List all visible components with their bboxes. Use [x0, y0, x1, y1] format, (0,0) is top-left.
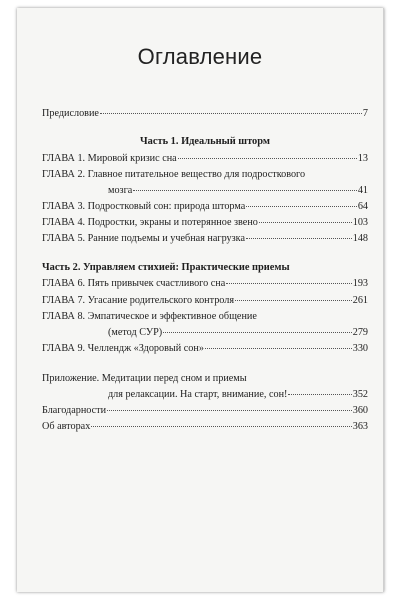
- toc-entry-label: ГЛАВА 7. Угасание родительского контроля: [42, 295, 235, 306]
- dot-leader: [100, 113, 362, 114]
- dot-leader: [246, 206, 357, 207]
- toc-entry-appendix-line-1: Приложение. Медитации перед сном и приемы: [42, 373, 247, 384]
- toc-entry-label: ГЛАВА 3. Подростковый сон: природа шторма: [42, 201, 246, 212]
- toc-entry-page: 352: [352, 389, 368, 400]
- dot-leader: [259, 222, 352, 223]
- toc-entry-preface: [42, 107, 368, 120]
- toc-entry-acknowledgements: [42, 404, 368, 417]
- dot-leader: [235, 300, 352, 301]
- part-2-heading: Часть 2. Управляем стихией: Практические приемы: [42, 262, 290, 273]
- toc-entry-page: 7: [362, 108, 368, 119]
- toc-entry-label: для релаксации. На старт, внимание, сон!: [108, 389, 288, 400]
- dot-leader: [133, 190, 357, 191]
- dot-leader: [205, 348, 352, 349]
- toc-entry-page: 279: [352, 327, 368, 338]
- dot-leader: [91, 426, 351, 427]
- part-1-heading: Часть 1. Идеальный шторм: [140, 136, 270, 147]
- dot-leader: [178, 158, 357, 159]
- toc-entry-page: 148: [352, 233, 368, 244]
- toc-entry-chapter-8-line-1: ГЛАВА 8. Эмпатическое и эффективное общение: [42, 311, 257, 322]
- toc-entry-page: 13: [357, 153, 368, 164]
- toc-entry-label: (метод СУР): [108, 327, 163, 338]
- toc-entry-page: 363: [352, 421, 368, 432]
- toc-entry-label: ГЛАВА 1. Мировой кризис сна: [42, 153, 177, 164]
- toc-entry-page: 193: [352, 278, 368, 289]
- toc-entry-label: ГЛАВА 4. Подростки, экраны и потерянное звено: [42, 217, 258, 228]
- toc-entry-label: мозга: [108, 185, 133, 196]
- toc-entry-page: 64: [357, 201, 368, 212]
- dot-leader: [163, 332, 352, 333]
- dot-leader: [288, 394, 351, 395]
- book-page: [17, 8, 384, 592]
- toc-entry-label: Благодарности: [42, 405, 107, 416]
- toc-entry-label: Об авторах: [42, 421, 91, 432]
- toc-entry-chapter-2: [42, 184, 368, 197]
- dot-leader: [226, 283, 351, 284]
- toc-entry-chapter-4: [42, 216, 368, 229]
- dot-leader: [107, 410, 352, 411]
- toc-entry-page: 330: [352, 343, 368, 354]
- toc-entry-page: 103: [352, 217, 368, 228]
- toc-entry-label: ГЛАВА 5. Ранние подъемы и учебная нагрузка: [42, 233, 245, 244]
- toc-entry-chapter-9: [42, 342, 368, 355]
- toc-entry-label: ГЛАВА 6. Пять привычек счастливого сна: [42, 278, 226, 289]
- toc-entry-label: Предисловие: [42, 108, 99, 119]
- toc-entry-page: 360: [352, 405, 368, 416]
- toc-entry-chapter-2-line-1: ГЛАВА 2. Главное питательное вещество для подросткового: [42, 169, 306, 180]
- toc-entry-about-authors: [42, 420, 368, 433]
- toc-entry-chapter-5: [42, 232, 368, 245]
- toc-entry-chapter-7: [42, 294, 368, 307]
- toc-entry-chapter-8: [42, 326, 368, 339]
- toc-entry-label: ГЛАВА 9. Челлендж «Здоровый сон»: [42, 343, 204, 354]
- toc-entry-page: 261: [352, 295, 368, 306]
- toc-entry-appendix: [42, 388, 368, 401]
- toc-entry-chapter-6: [42, 277, 368, 290]
- toc-entry-page: 41: [357, 185, 368, 196]
- dot-leader: [246, 238, 352, 239]
- toc-entry-chapter-3: [42, 200, 368, 213]
- toc-entry-chapter-1: [42, 152, 368, 165]
- page-title: Оглавление: [137, 44, 263, 69]
